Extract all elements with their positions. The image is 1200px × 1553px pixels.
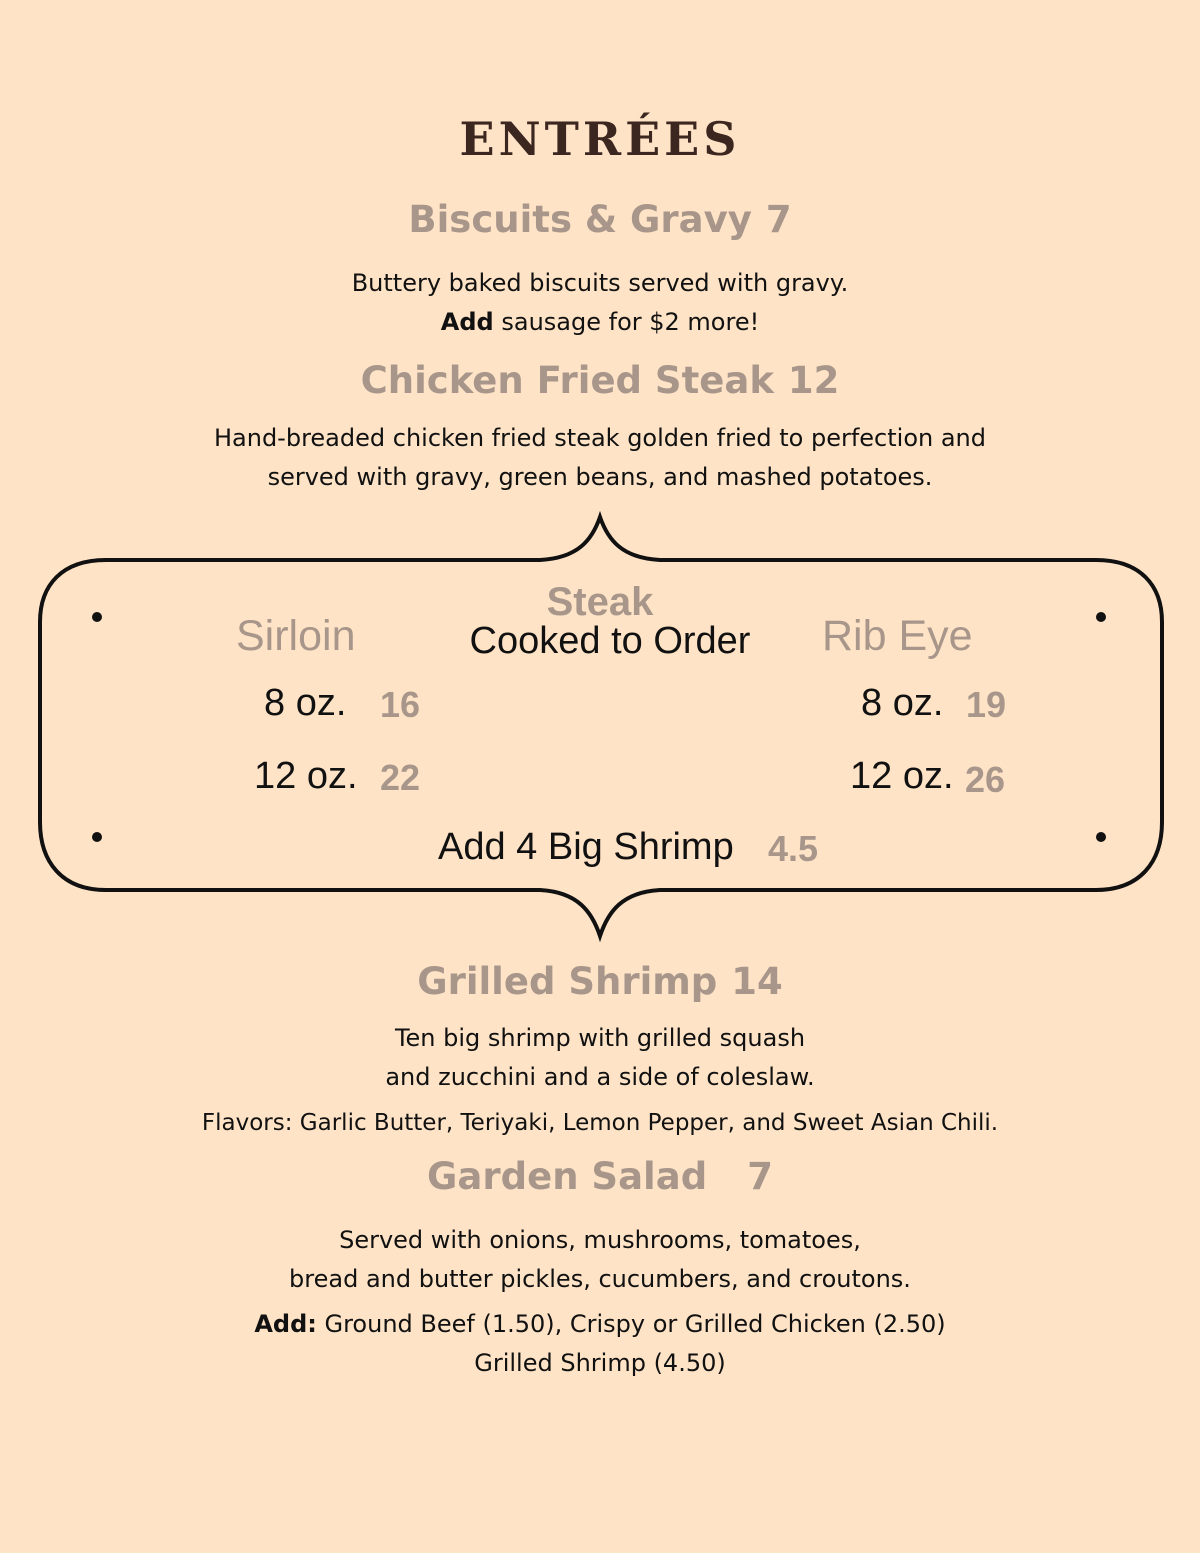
addon-line bbox=[0, 1305, 1200, 1344]
item-name: Grilled Shrimp bbox=[417, 960, 718, 1003]
garden-salad-addons bbox=[0, 1305, 1200, 1382]
steak-addon-label: Add 4 Big Shrimp bbox=[438, 826, 734, 868]
desc-line: Hand-breaded chicken fried steak golden fried to perfection and bbox=[213, 424, 986, 452]
addon-line: Grilled Shrimp (4.50) bbox=[474, 1348, 726, 1377]
grilled-shrimp-heading bbox=[0, 960, 1200, 1003]
desc-line: bread and butter pickles, cucumbers, and croutons. bbox=[289, 1264, 911, 1293]
ribeye-size-8oz: 8 oz. bbox=[861, 682, 944, 724]
ribeye-heading: Rib Eye bbox=[822, 612, 973, 660]
desc-line: Served with onions, mushrooms, tomatoes, bbox=[339, 1226, 861, 1254]
add-label: Add: bbox=[254, 1310, 317, 1338]
sirloin-price-8oz: 16 bbox=[380, 684, 421, 725]
bullet-dot bbox=[1096, 832, 1106, 842]
bullet-dot bbox=[1096, 612, 1106, 622]
grilled-shrimp-description bbox=[0, 1019, 1200, 1096]
desc-line: Buttery baked biscuits served with gravy. bbox=[351, 269, 849, 297]
ribeye-price-12oz: 26 bbox=[965, 759, 1006, 800]
sirloin-heading: Sirloin bbox=[236, 612, 356, 660]
item-name: Biscuits & Gravy bbox=[408, 198, 752, 241]
steak-title: Steak bbox=[546, 580, 654, 624]
steak-addon-price: 4.5 bbox=[768, 828, 819, 869]
grilled-shrimp-flavors: Flavors: Garlic Butter, Teriyaki, Lemon Pepper, and Sweet Asian Chili. bbox=[201, 1110, 999, 1136]
item-price: 7 bbox=[765, 198, 792, 241]
ribeye-size-12oz: 12 oz. bbox=[850, 755, 954, 797]
page-title: ENTRÉES bbox=[459, 112, 741, 166]
add-label: Add bbox=[440, 307, 494, 336]
bullet-dot bbox=[92, 832, 102, 842]
add-text: sausage for $2 more! bbox=[501, 307, 760, 336]
garden-salad-description bbox=[0, 1221, 1200, 1298]
steak-subtitle: Cooked to Order bbox=[469, 620, 751, 662]
sirloin-price-12oz: 22 bbox=[380, 757, 421, 798]
garden-salad-heading bbox=[0, 1155, 1200, 1198]
sirloin-size-12oz: 12 oz. bbox=[254, 755, 358, 797]
desc-line: Ten big shrimp with grilled squash bbox=[394, 1024, 806, 1052]
desc-line: served with gravy, green beans, and mashed potatoes. bbox=[267, 462, 933, 491]
item-price: 14 bbox=[731, 960, 783, 1003]
bullet-dot bbox=[92, 612, 102, 622]
item-name: Chicken Fried Steak bbox=[360, 359, 774, 402]
item-price: 7 bbox=[747, 1155, 773, 1198]
ribeye-price-8oz: 19 bbox=[966, 684, 1007, 725]
item-price: 12 bbox=[787, 359, 840, 402]
add-text: Ground Beef (1.50), Crispy or Grilled Chicken (2.50) bbox=[324, 1310, 946, 1338]
sirloin-size-8oz: 8 oz. bbox=[264, 682, 347, 724]
desc-line: and zucchini and a side of coleslaw. bbox=[385, 1062, 815, 1091]
item-name: Garden Salad bbox=[427, 1155, 708, 1198]
